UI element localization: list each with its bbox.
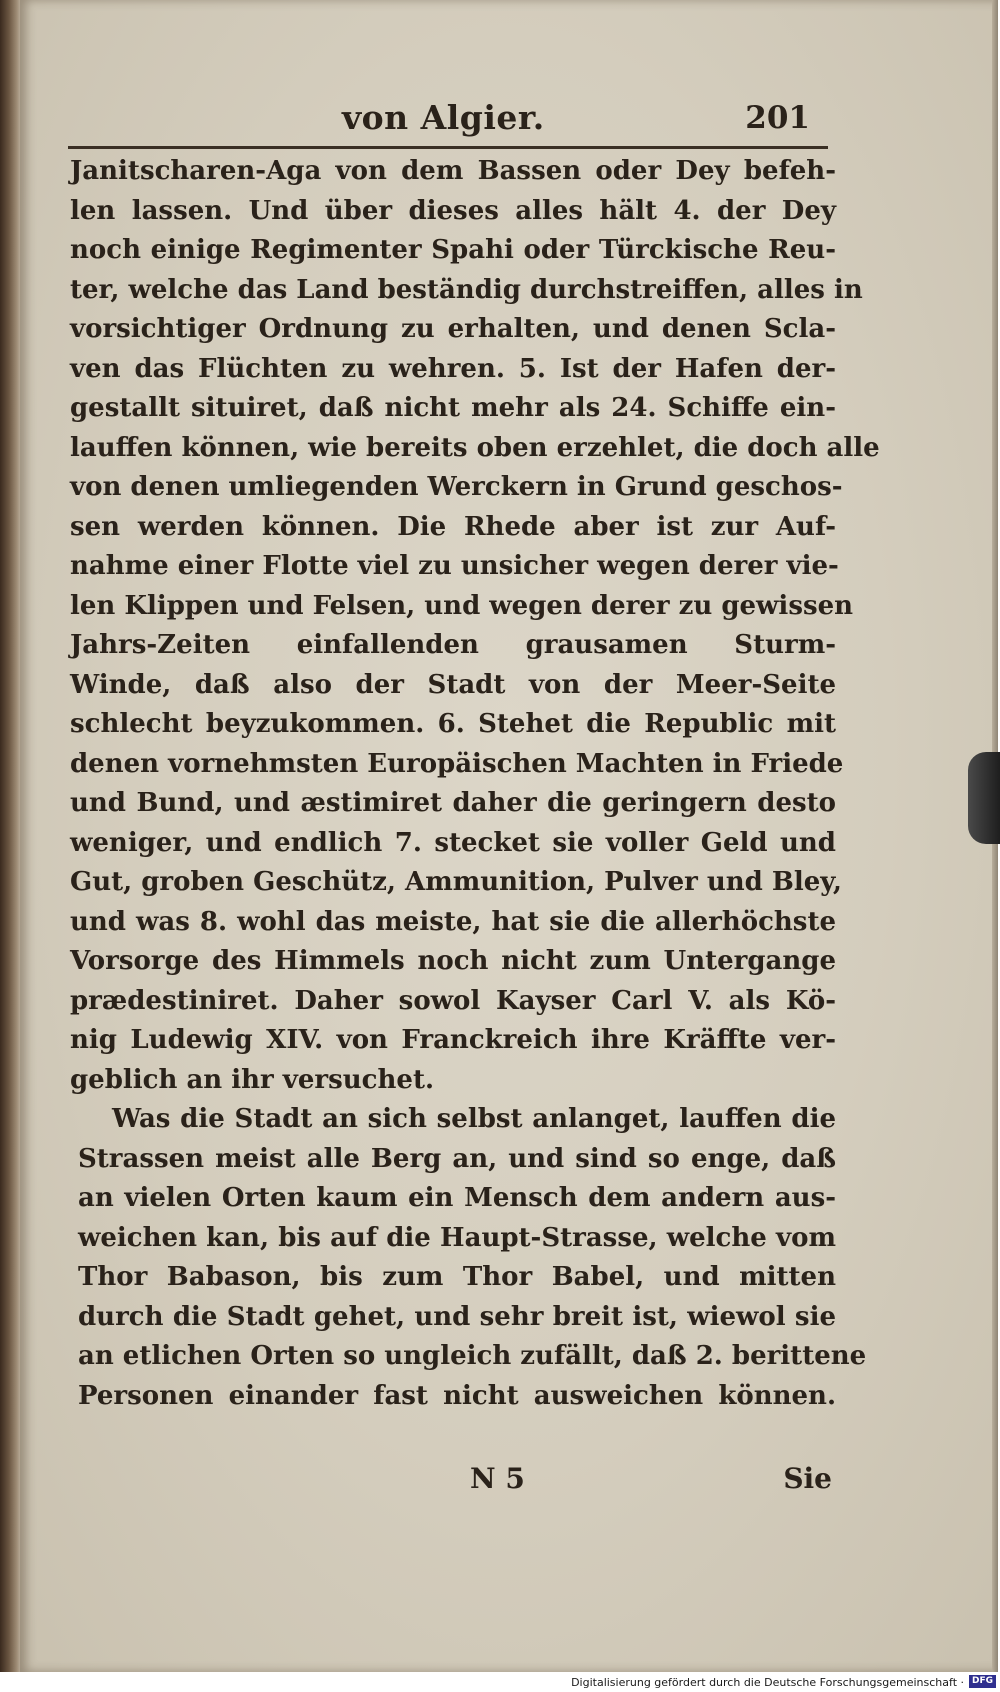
digitization-credit-bar [0,1672,1000,1692]
text-line: und was 8. wohl das meiste, hat sie die allerhöchste [70,906,836,937]
text-line: Thor Babason, bis zum Thor Babel, und mitten [78,1262,836,1292]
page-header [72,98,824,144]
text-line: weichen kan, bis auf die Haupt-Strasse, welche vom [78,1222,836,1253]
text-line: geblich an ihr versuchet. [70,1064,434,1095]
text-line: vorsichtiger Ordnung zu erhalten, und denen Scla- [70,314,836,344]
running-title: von Algier. [342,98,545,137]
text-line: Jahrs-Zeiten einfallenden grausamen Sturm- [70,630,836,660]
text-line: durch die Stadt gehet, und sehr breit ist, wiewol sie [78,1301,836,1332]
text-line: Personen einander fast nicht ausweichen können. [78,1380,836,1411]
text-line: Strassen meist alle Berg an, und sind so enge, daß [78,1143,836,1174]
text-line: sen werden können. Die Rhede aber ist zur Auf- [70,511,836,542]
text-line: gestallt situiret, daß nicht mehr als 24. Schiffe ein- [70,393,836,423]
text-line: weniger, und endlich 7. stecket sie voller Geld und [70,827,836,858]
text-line: nahme einer Flotte viel zu unsicher wegen derer vie- [70,551,839,581]
text-line: an vielen Orten kaum ein Mensch dem andern aus- [78,1183,836,1213]
body-text [70,152,880,1416]
text-line: ter, welche das Land beständig durchstreiffen, alles in [70,274,863,305]
text-line: Gut, groben Geschütz, Ammunition, Pulver und Bley, [70,867,842,897]
text-line: Was die Stadt an sich selbst anlanget, lauffen die [112,1104,836,1134]
text-line: noch einige Regimenter Spahi oder Türckische Reu- [70,235,836,265]
adjacent-page-edge [0,0,22,1672]
text-line: denen vornehmsten Europäischen Machten in Friede [70,748,844,779]
text-line: prædestiniret. Daher sowol Kayser Carl V. als Kö- [70,985,836,1016]
header-rule [68,146,828,149]
text-line: Vorsorge des Himmels noch nicht zum Untergange [70,946,836,976]
credit-text: Digitalisierung gefördert durch die Deutsche Forschungsgemeinschaft · [571,1676,964,1689]
catchword: Sie [783,1462,832,1495]
text-line: ven das Flüchten zu wehren. 5. Ist der Hafen der- [70,353,836,384]
text-line: lauffen können, wie bereits oben erzehlet, die doch alle [70,432,880,463]
text-line: von denen umliegenden Werckern in Grund geschos- [70,472,843,502]
text-line: an etlichen Orten so ungleich zufällt, daß 2. berittene [78,1341,867,1371]
page-footer [70,1462,836,1502]
text-line: Janitscharen-Aga von dem Bassen oder Dey befeh- [70,156,836,186]
text-line: len Klippen und Felsen, und wegen derer zu gewissen [70,590,854,621]
text-line: nig Ludewig XIV. von Franckreich ihre Kräffte ver- [70,1025,836,1055]
text-line: und Bund, und æstimiret daher die geringern desto [70,788,836,818]
text-line: Winde, daß also der Stadt von der Meer-Seite [70,669,836,700]
page-clip [968,752,1000,844]
text-line: schlecht beyzukommen. 6. Stehet die Republic mit [70,709,836,739]
dfg-logo: DFG [969,1675,996,1688]
signature-mark: N 5 [470,1462,525,1495]
page-number: 201 [745,100,810,136]
text-line: len lassen. Und über dieses alles hält 4. der Dey [70,195,836,226]
